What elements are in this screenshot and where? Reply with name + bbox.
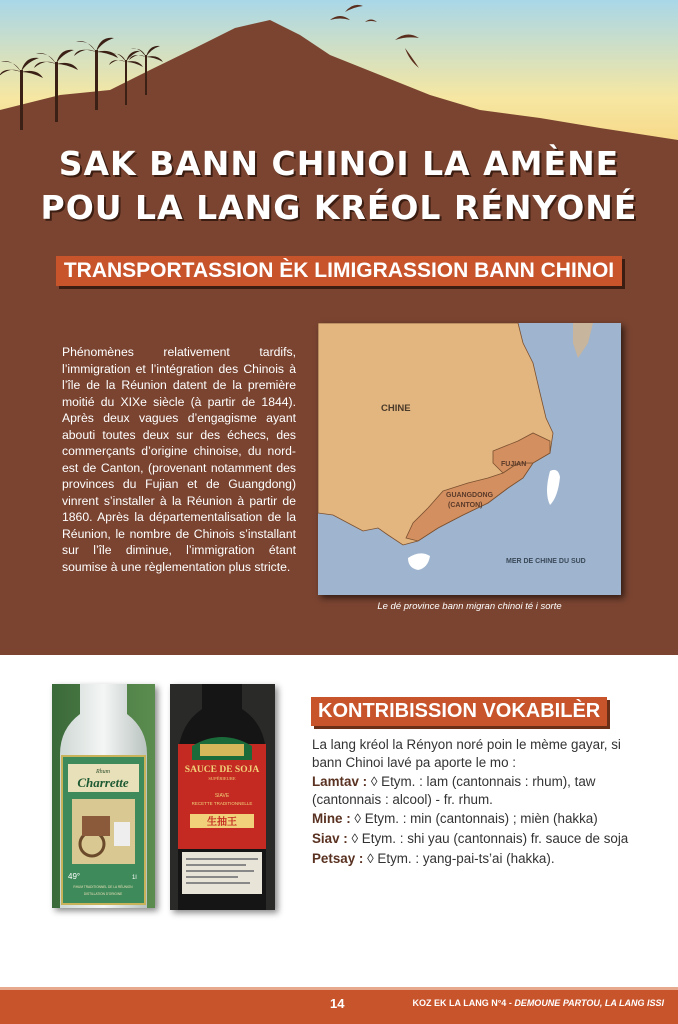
vocab-entry-lamtav [312, 773, 642, 808]
page-title-line2: POU LA LANG KRÉOL RÉNYONÉ [40, 188, 638, 227]
bottle2-recette: RECETTE TRADITIONNELLE [191, 801, 253, 806]
mountain-scenery [0, 0, 678, 160]
vocab-entry-mine [312, 810, 642, 828]
rum-bottle-photo [52, 684, 155, 908]
map-label-china: CHINE [381, 403, 411, 414]
subtitle-wrapper [0, 256, 678, 286]
map-caption: Le dé province bann migran chinoi té i sorte [377, 601, 562, 612]
intro-paragraph: Phénomènes relativement tardifs, l’immigration et l’intégration des Chinois à l’île de la Réunion datent de la première moitié du XIXe siècle (à partir de 1844). Après deux vagues d’engagisme ayant abouti toutes deux sur des échecs, des commerçants d’origine chinoise, du nord-est de Canton, (provenant notamment des provinces du Fujian et de Guangdong) vinrent s’installer à la Réunion à partir de 1860. Après la départementalisation de la Réunion, le nombre de Chinois s’installant sur l’île diminue, l’immigration étant soumise à une règlementation plus stricte. [62, 345, 296, 574]
vocab-intro: La lang kréol la Rényon noré poin le mème gayar, si bann Chinoi lavé pa aporte le mo : [312, 737, 621, 770]
section-subtitle: TRANSPORTASSION ÈK LIMIGRASSION BANN CHINOI [56, 256, 622, 286]
map-label-guangdong: GUANGDONG [446, 492, 494, 499]
bottle1-tagline1: RHUM TRADITIONNEL DE LA RÉUNION [73, 885, 133, 889]
bottle1-tagline2: DISTILLATION D'ORIGINE [83, 892, 123, 896]
page-number: 14 [330, 996, 345, 1011]
soy-sauce-bottle-photo [170, 684, 275, 910]
vocab-entry-petsay [312, 850, 642, 868]
vocab-heading: KONTRIBISSION VOKABILÈR [311, 697, 607, 726]
page-title [0, 142, 678, 230]
vocab-definition: ◊ Etym. : yang-pai-ts’ai (hakka). [367, 850, 555, 866]
map-label-fujian: FUJIAN [501, 461, 527, 468]
vocab-word: Siav : [312, 830, 348, 846]
bottle2-chinese: 生抽王 [207, 817, 237, 828]
vocab-definition: ◊ Etym. : min (cantonnais) ; mièn (hakka) [354, 811, 598, 827]
bottle1-brand: Charrette [77, 775, 129, 790]
bottle2-name: SAUCE DE SOJA [184, 765, 260, 775]
map-label-sea: MER DE CHINE DU SUD [506, 558, 586, 565]
bottle1-volume: 1l [132, 875, 137, 881]
page-title-line1: SAK BANN CHINOI LA AMÈNE [58, 144, 620, 183]
map-label-canton: (CANTON) [448, 502, 483, 509]
birds-icon [330, 5, 419, 68]
vocab-definition: ◊ Etym. : shi yau (cantonnais) fr. sauce de soja [351, 830, 629, 846]
footer-magazine [413, 998, 664, 1008]
footer-separator: - [506, 998, 515, 1008]
vocab-word: Petsay : [312, 850, 364, 866]
vocab-word: Lamtav : [312, 774, 368, 790]
bottle1-brand-small: Rhum [96, 769, 110, 775]
bottle2-sub: SUPÉRIEURE [208, 776, 236, 781]
vocab-word: Mine : [312, 811, 351, 827]
footer-tagline: DEMOUNE PARTOU, LA LANG ISSI [514, 998, 664, 1008]
bottle1-degree: 49° [68, 872, 81, 881]
vocab-text [312, 736, 642, 867]
footer-magazine-name: KOZ EK LA LANG N°4 [412, 998, 507, 1008]
vocab-definition: ◊ Etym. : lam (cantonnais : rhum), taw (cantonnais : alcool) - fr. rhum. [312, 774, 596, 807]
china-map [318, 323, 621, 595]
bottle2-siave: SIAVE [214, 793, 230, 799]
vocab-entry-siav [312, 830, 642, 848]
